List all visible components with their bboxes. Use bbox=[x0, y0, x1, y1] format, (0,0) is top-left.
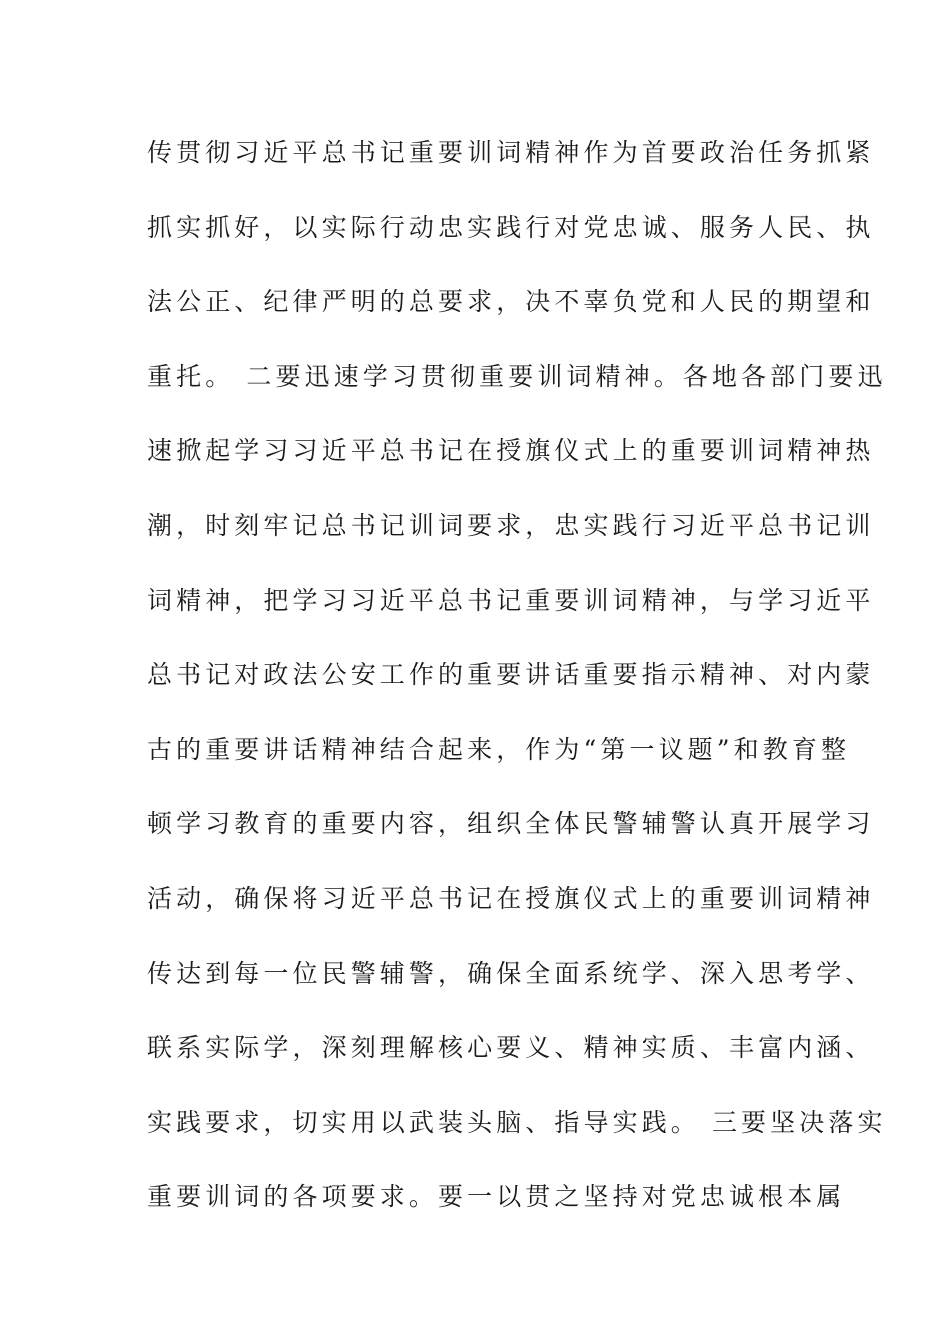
text-line: 词精神，把学习习近平总书记重要训词精神，与学习近平 bbox=[147, 585, 875, 615]
text-line: 重要训词的各项要求。要一以贯之坚持对党忠诚根本属 bbox=[147, 1182, 846, 1212]
text-line: 重托。 二要迅速学习贯彻重要训词精神。各地各部门要迅 bbox=[147, 361, 887, 391]
text-line: 速掀起学习习近平总书记在授旗仪式上的重要训词精神热 bbox=[147, 436, 875, 466]
text-line: 联系实际学，深刻理解核心要义、精神实质、丰富内涵、 bbox=[147, 1033, 875, 1063]
text-line: 潮，时刻牢记总书记训词要求，忠实践行习近平总书记训 bbox=[147, 510, 875, 540]
text-line: 总书记对政法公安工作的重要讲话重要指示精神、对内蒙 bbox=[147, 660, 875, 690]
text-line: 传贯彻习近平总书记重要训词精神作为首要政治任务抓紧 bbox=[147, 138, 875, 167]
text-line: 法公正、纪律严明的总要求，决不辜负党和人民的期望和 bbox=[147, 287, 875, 317]
text-line: 实践要求，切实用以武装头脑、指导实践。 三要坚决落实 bbox=[147, 1107, 887, 1137]
text-line: 古的重要讲话精神结合起来，作为“第一议题”和教育整 bbox=[147, 734, 851, 764]
text-line: 传达到每一位民警辅警，确保全面系统学、深入思考学、 bbox=[147, 958, 875, 988]
text-line: 活动，确保将习近平总书记在授旗仪式上的重要训词精神 bbox=[147, 883, 875, 913]
text-line: 抓实抓好，以实际行动忠实践行对党忠诚、服务人民、执 bbox=[147, 212, 875, 242]
body-text bbox=[147, 130, 887, 1249]
text-line: 顿学习教育的重要内容，组织全体民警辅警认真开展学习 bbox=[147, 809, 875, 839]
